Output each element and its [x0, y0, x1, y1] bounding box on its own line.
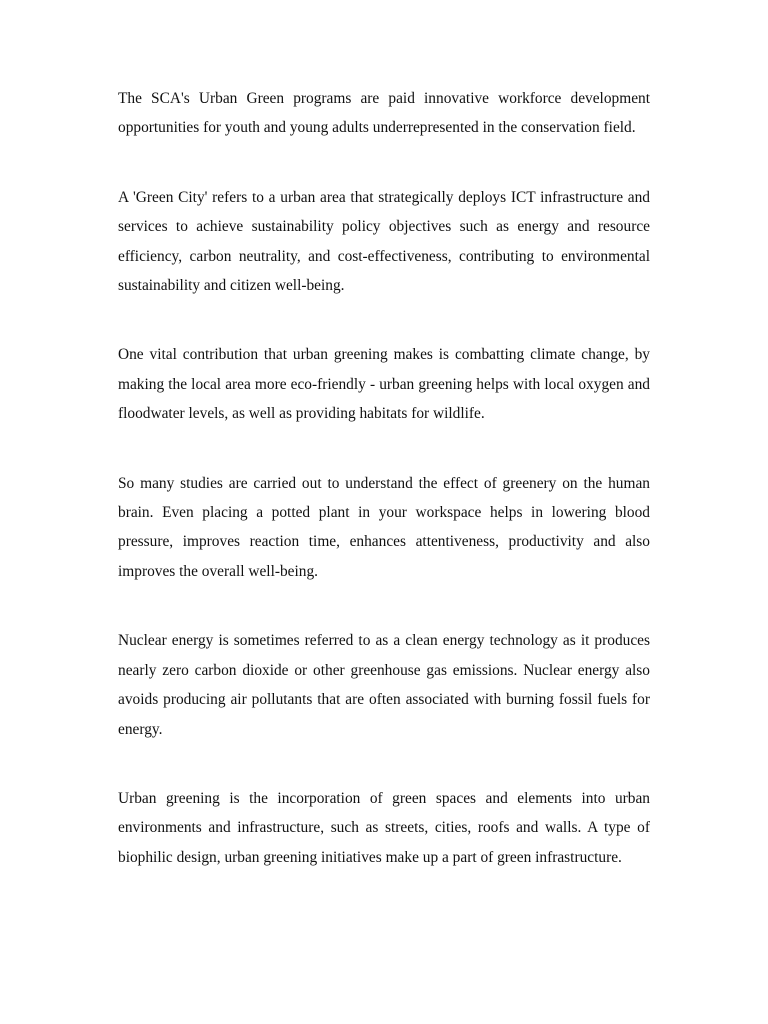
- paragraph-greenery-brain: So many studies are carried out to understand the effect of greenery on the human brain. Even placing a potted plant in your workspace helps in lowering blood pressure, improves reaction time, enhances attentiveness, productivity and also improves the overall well-being.: [118, 474, 650, 580]
- document-body: [118, 84, 650, 912]
- paragraph-climate-change: One vital contribution that urban greening makes is combatting climate change, by making the local area more eco-friendly - urban greening helps with local oxygen and floodwater levels, as well as providing habitats for wildlife.: [118, 346, 650, 423]
- paragraph-urban-greening: Urban greening is the incorporation of green spaces and elements into urban environments and infrastructure, such as streets, cities, roofs and walls. A type of biophilic design, urban greening initiatives make up a part of green infrastructure.: [118, 789, 650, 866]
- paragraph-green-city: A 'Green City' refers to a urban area that strategically deploys ICT infrastructure and services to achieve sustainability policy objectives such as energy and resource efficiency, carbon neutrality, and cost-effectiveness, contributing to environmental sustainability and citizen well-being.: [118, 188, 650, 295]
- paragraph-nuclear-energy: Nuclear energy is sometimes referred to as a clean energy technology as it produces nearly zero carbon dioxide or other greenhouse gas emissions. Nuclear energy also avoids producing air pollutants that are often associated with burning fossil fuels for energy.: [118, 632, 650, 738]
- paragraph-urban-green-programs: The SCA's Urban Green programs are paid innovative workforce development opportunities for youth and young adults underrepresented in the conservation field.: [118, 90, 650, 137]
